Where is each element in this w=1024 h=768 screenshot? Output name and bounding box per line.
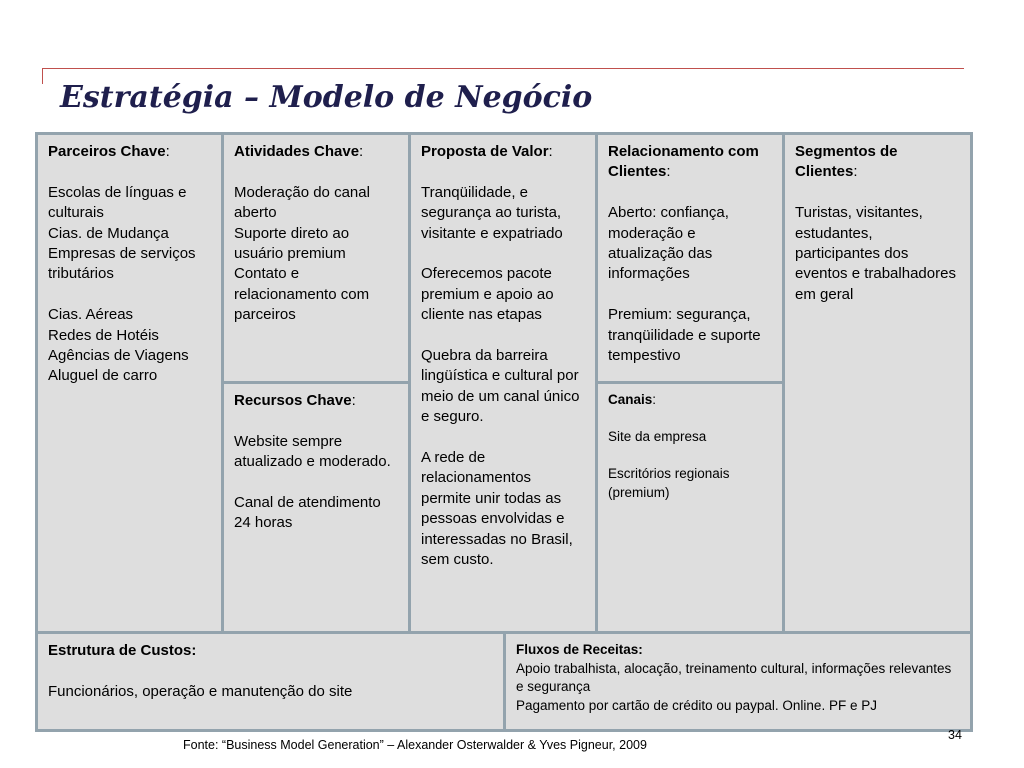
block-segmentos-clientes xyxy=(785,135,970,631)
block-text-line: Moderação do canal aberto xyxy=(234,183,370,222)
block-text-line: Escolas de línguas e culturais xyxy=(48,183,187,222)
block-fluxos-receitas xyxy=(506,634,970,729)
block-heading: Proposta de Valor: xyxy=(421,143,553,160)
block-text-line: Funcionários, operação e manutenção do site xyxy=(48,682,353,700)
block-parceiros-chave xyxy=(38,135,221,631)
block-recursos-chave xyxy=(224,384,408,631)
block-heading: Fluxos de Receitas: xyxy=(516,642,643,657)
block-text-line: Aberto: confiança, moderação e atualização das informações xyxy=(608,204,729,283)
block-text-line: Premium: segurança, tranqüilidade e suporte tempestivo xyxy=(608,306,761,365)
business-model-canvas xyxy=(35,132,973,732)
block-text-line: Agências de Viagens xyxy=(48,347,189,365)
block-text-line: Website sempre atualizado e moderado. xyxy=(234,432,391,471)
block-text-line: Cias. de Mudança xyxy=(48,224,169,242)
block-text-line: A rede de relacionamentos permite unir todas as pessoas envolvidas e interessadas no Brasil, sem custo. xyxy=(421,449,573,569)
block-heading: Estrutura de Custos: xyxy=(48,642,197,659)
block-text-line: Turistas, visitantes, estudantes, participantes dos eventos e trabalhadores em geral xyxy=(795,204,956,303)
block-atividades-chave xyxy=(224,135,408,381)
top-rule-tick xyxy=(42,68,43,84)
block-text-line: Pagamento por cartão de crédito ou paypal. Online. PF e PJ xyxy=(516,697,877,713)
block-heading: Parceiros Chave: xyxy=(48,143,170,160)
block-heading: Canais: xyxy=(608,392,657,407)
block-text-line: Oferecemos pacote premium e apoio ao cliente nas etapas xyxy=(421,265,554,324)
block-text-line: Escritórios regionais (premium) xyxy=(608,466,730,500)
block-heading: Atividades Chave: xyxy=(234,143,364,160)
block-text-line: Canal de atendimento 24 horas xyxy=(234,494,381,532)
block-text-line: Redes de Hotéis xyxy=(48,326,159,344)
block-text-line: Tranqüilidade, e segurança ao turista, visitante e expatriado xyxy=(421,183,563,242)
block-text-line: Cias. Aéreas xyxy=(48,306,134,324)
block-text-line: Empresas de serviços tributários xyxy=(48,245,196,283)
block-text-line: Suporte direto ao usuário premium xyxy=(234,224,350,263)
block-relacionamento-clientes xyxy=(598,135,782,381)
block-canais xyxy=(598,384,782,631)
block-estrutura-custos xyxy=(38,634,503,729)
page-number: 34 xyxy=(948,728,962,742)
block-text-line: Contato e relacionamento com parceiros xyxy=(234,265,370,324)
block-text-line: Apoio trabalhista, alocação, treinamento cultural, informações relevantes e segurança xyxy=(516,660,952,694)
block-text-line: Quebra da barreira lingüística e cultural por meio de um canal único e seguro. xyxy=(421,347,580,426)
block-heading: Relacionamento com Clientes: xyxy=(608,143,759,181)
top-rule xyxy=(42,68,964,69)
block-text-line: Aluguel de carro xyxy=(48,367,158,385)
slide-title: Estratégia – Modelo de Negócio xyxy=(60,80,593,115)
block-text-line: Site da empresa xyxy=(608,429,707,444)
block-heading: Recursos Chave: xyxy=(234,392,356,409)
block-heading: Segmentos de Clientes: xyxy=(795,143,898,181)
source-footer: Fonte: “Business Model Generation” – Alexander Osterwalder & Yves Pigneur, 2009 xyxy=(183,738,647,752)
block-proposta-de-valor xyxy=(411,135,595,631)
